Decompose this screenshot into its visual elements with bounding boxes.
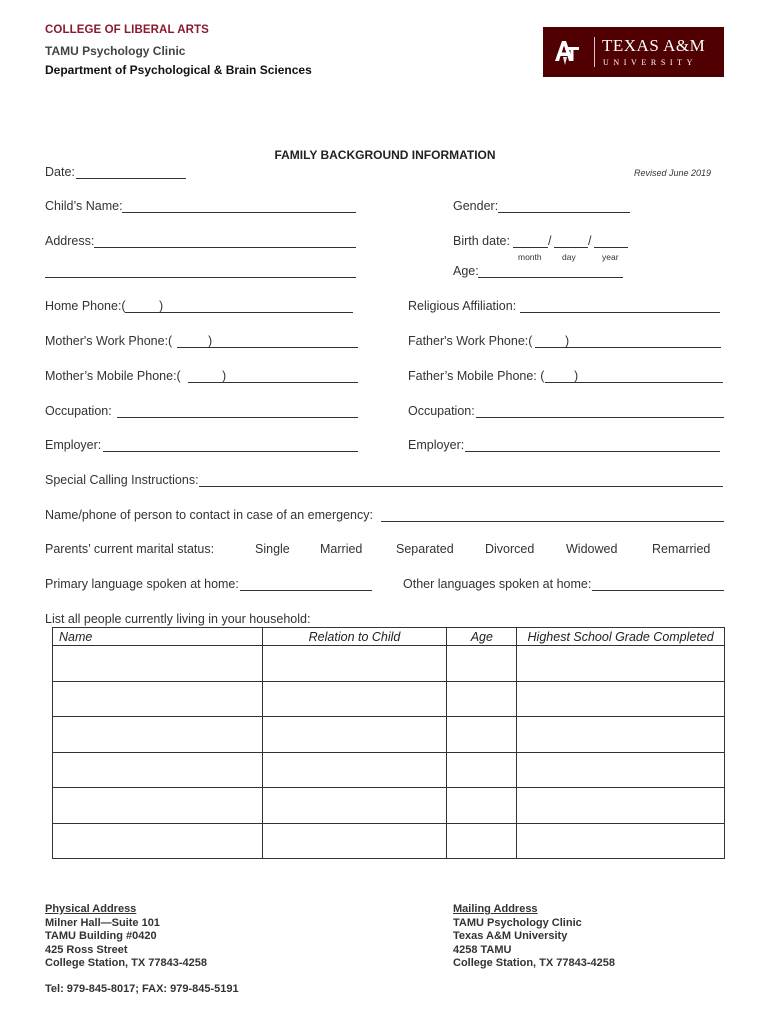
emergency-contact-label: Name/phone of person to contact in case of an emergency: xyxy=(45,508,373,522)
grade-cell[interactable] xyxy=(517,752,725,788)
relation-cell[interactable] xyxy=(262,752,447,788)
table-row xyxy=(53,752,725,788)
address-field-1[interactable] xyxy=(94,247,356,248)
grade-cell[interactable] xyxy=(517,823,725,859)
table-row xyxy=(53,681,725,717)
birth-date-sep-2: / xyxy=(588,234,592,248)
grade-cell[interactable] xyxy=(517,646,725,682)
relation-cell[interactable] xyxy=(262,788,447,824)
table-row xyxy=(53,717,725,753)
address-label: Address: xyxy=(45,234,95,248)
home-phone-label: Home Phone:( xyxy=(45,299,126,313)
header-relation: Relation to Child xyxy=(262,628,447,646)
age-field[interactable] xyxy=(478,277,623,278)
child-name-label: Child’s Name: xyxy=(45,199,123,213)
date-label: Date: xyxy=(45,165,75,179)
birth-year-hint: year xyxy=(602,252,619,262)
father-employer-label: Employer: xyxy=(408,438,465,452)
texas-am-logo xyxy=(543,27,724,77)
marital-option-married[interactable]: Married xyxy=(320,542,363,556)
special-calling-label: Special Calling Instructions: xyxy=(45,473,199,487)
religious-label: Religious Affiliation: xyxy=(408,299,517,313)
name-cell[interactable] xyxy=(53,823,263,859)
mother-work-phone-label: Mother's Work Phone:( xyxy=(45,334,173,348)
birth-day-field[interactable] xyxy=(554,247,588,248)
grade-cell[interactable] xyxy=(517,717,725,753)
revised-date: Revised June 2019 xyxy=(634,168,712,178)
mother-mobile-phone-field[interactable] xyxy=(188,382,358,383)
name-cell[interactable] xyxy=(53,681,263,717)
physical-address-line: Milner Hall—Suite 101 xyxy=(45,916,160,929)
age-cell[interactable] xyxy=(447,681,517,717)
age-cell[interactable] xyxy=(447,752,517,788)
mailing-address-line: College Station, TX 77843-4258 xyxy=(453,957,616,969)
father-work-phone-field[interactable] xyxy=(535,347,721,348)
mother-occupation-field[interactable] xyxy=(117,417,358,418)
household-label: List all people currently living in your household: xyxy=(45,612,311,626)
gender-field[interactable] xyxy=(498,212,630,213)
clinic-name: TAMU Psychology Clinic xyxy=(45,44,186,58)
date-field[interactable] xyxy=(76,178,186,179)
age-cell[interactable] xyxy=(447,646,517,682)
header-name: Name xyxy=(53,628,263,646)
mother-employer-label: Employer: xyxy=(45,438,102,452)
father-mobile-phone-field[interactable] xyxy=(545,382,723,383)
father-mobile-phone-paren: ) xyxy=(574,369,579,383)
age-cell[interactable] xyxy=(447,823,517,859)
other-languages-label: Other languages spoken at home: xyxy=(403,577,592,591)
form-title: FAMILY BACKGROUND INFORMATION xyxy=(274,148,496,162)
header-age: Age xyxy=(447,628,517,646)
mother-employer-field[interactable] xyxy=(103,451,358,452)
header-grade: Highest School Grade Completed xyxy=(517,628,725,646)
name-cell[interactable] xyxy=(53,646,263,682)
name-cell[interactable] xyxy=(53,717,263,753)
birth-month-hint: month xyxy=(518,252,542,262)
marital-option-widowed[interactable]: Widowed xyxy=(566,542,618,556)
logo-text-main: TEXAS A&M xyxy=(602,36,706,55)
relation-cell[interactable] xyxy=(262,646,447,682)
birth-year-field[interactable] xyxy=(594,247,628,248)
name-cell[interactable] xyxy=(53,788,263,824)
age-cell[interactable] xyxy=(447,788,517,824)
mailing-address-heading: Mailing Address xyxy=(453,903,538,915)
father-mobile-phone-label: Father’s Mobile Phone: ( xyxy=(408,369,545,383)
father-occupation-field[interactable] xyxy=(476,417,724,418)
religious-field[interactable] xyxy=(520,312,720,313)
emergency-contact-field[interactable] xyxy=(381,521,724,522)
age-cell[interactable] xyxy=(447,717,517,753)
marital-option-divorced[interactable]: Divorced xyxy=(485,542,535,556)
father-employer-field[interactable] xyxy=(465,451,720,452)
other-languages-field[interactable] xyxy=(592,590,724,591)
address-field-2[interactable] xyxy=(45,277,356,278)
grade-cell[interactable] xyxy=(517,681,725,717)
household-table-header-row xyxy=(53,628,725,646)
table-row xyxy=(53,788,725,824)
mailing-address-line: Texas A&M University xyxy=(453,930,568,942)
birth-date-label: Birth date: xyxy=(453,234,510,248)
mailing-address-line: 4258 TAMU xyxy=(453,943,512,956)
father-work-phone-paren: ) xyxy=(565,334,570,348)
table-row xyxy=(53,823,725,859)
mailing-address-line: TAMU Psychology Clinic xyxy=(453,916,582,929)
child-name-field[interactable] xyxy=(122,212,356,213)
primary-language-label: Primary language spoken at home: xyxy=(45,577,239,591)
marital-option-single[interactable]: Single xyxy=(255,542,290,556)
atm-logo-icon xyxy=(551,37,581,67)
marital-status-label: Parents’ current marital status: xyxy=(45,542,215,556)
physical-address-line: 425 Ross Street xyxy=(45,943,128,956)
father-occupation-label: Occupation: xyxy=(408,404,475,418)
logo-text-sub: UNIVERSITY xyxy=(603,58,697,67)
father-work-phone-label: Father's Work Phone:( xyxy=(408,334,533,348)
mother-work-phone-field[interactable] xyxy=(177,347,358,348)
primary-language-field[interactable] xyxy=(240,590,372,591)
physical-address-block xyxy=(45,903,207,971)
name-cell[interactable] xyxy=(53,752,263,788)
grade-cell[interactable] xyxy=(517,788,725,824)
department-name: Department of Psychological & Brain Sciences xyxy=(45,63,312,77)
household-table xyxy=(52,627,725,859)
gender-label: Gender: xyxy=(453,199,499,213)
mailing-address-block xyxy=(453,903,615,971)
mother-occupation-label: Occupation: xyxy=(45,404,112,418)
physical-address-heading: Physical Address xyxy=(45,903,137,915)
physical-address-line: College Station, TX 77843-4258 xyxy=(45,957,208,969)
logo-divider xyxy=(594,37,595,67)
marital-option-separated[interactable]: Separated xyxy=(396,542,454,556)
age-label: Age: xyxy=(453,264,479,278)
college-name: COLLEGE OF LIBERAL ARTS xyxy=(45,24,209,36)
birth-day-hint: day xyxy=(562,252,576,262)
physical-address-line: TAMU Building #0420 xyxy=(45,930,157,942)
contact-numbers: Tel: 979-845-8017; FAX: 979-845-5191 xyxy=(45,983,239,995)
mother-mobile-phone-label: Mother’s Mobile Phone:( xyxy=(45,369,181,383)
relation-cell[interactable] xyxy=(262,717,447,753)
mother-work-phone-paren: ) xyxy=(208,334,213,348)
birth-month-field[interactable] xyxy=(513,247,548,248)
table-row xyxy=(53,646,725,682)
marital-option-remarried[interactable]: Remarried xyxy=(652,542,711,556)
special-calling-field[interactable] xyxy=(199,486,723,487)
birth-date-sep-1: / xyxy=(548,234,552,248)
relation-cell[interactable] xyxy=(262,823,447,859)
mother-mobile-phone-paren: ) xyxy=(222,369,227,383)
home-phone-paren: ) xyxy=(159,299,164,313)
relation-cell[interactable] xyxy=(262,681,447,717)
